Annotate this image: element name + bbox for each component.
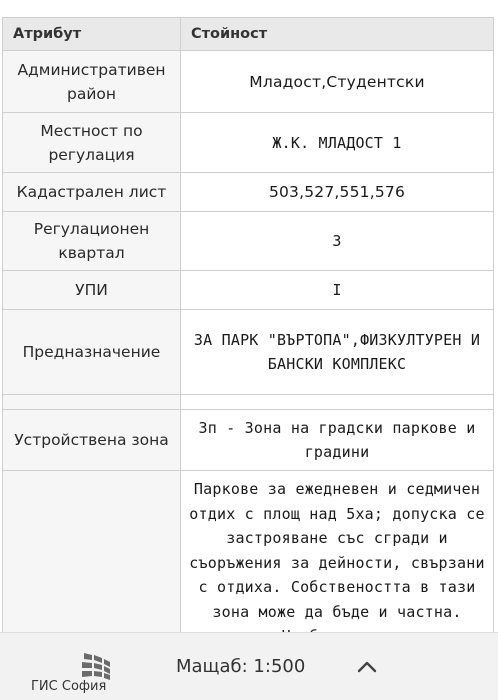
value-cell: Паркове за ежедневен и седмичен отдих с площ над 5ха; допуска се застрояване със сгради и съоръжения за дейности, свързани с отдиха. Собствеността в тази зона може да бъде и частна. — [181, 471, 494, 668]
scale-label: Мащаб: 1:500 — [176, 656, 306, 677]
attr-cell: Регулационен квартал — [3, 212, 181, 271]
header-attribute: Атрибут — [3, 18, 181, 51]
table-row-empty — [3, 395, 494, 410]
chevron-up-icon[interactable] — [356, 659, 378, 675]
table-row — [3, 310, 494, 395]
table-row — [3, 212, 494, 271]
attr-cell: Кадастрален лист — [3, 173, 181, 212]
value-cell — [181, 395, 494, 410]
value-cell: I — [181, 271, 494, 310]
attr-cell: Устройствена зона — [3, 410, 181, 471]
table-row — [3, 410, 494, 471]
value-cell: 503,527,551,576 — [181, 173, 494, 212]
value-cell: 3 — [181, 212, 494, 271]
attr-cell: УПИ — [3, 271, 181, 310]
attr-cell: Предназначение — [3, 310, 181, 395]
table-row — [3, 51, 494, 113]
attr-cell: Местност по регулация — [3, 113, 181, 173]
attr-cell — [3, 395, 181, 410]
table-header-row — [3, 18, 494, 51]
attributes-table — [2, 17, 494, 668]
attr-cell: Административен район — [3, 51, 181, 113]
logo-text: ГИС София — [31, 679, 107, 694]
value-cell: Младост,Студентски — [181, 51, 494, 113]
header-value: Стойност — [181, 18, 494, 51]
table-row — [3, 271, 494, 310]
table-row — [3, 113, 494, 173]
value-cell: Ж.К. МЛАДОСТ 1 — [181, 113, 494, 173]
value-cell: Зп - Зона на градски паркове и градини — [181, 410, 494, 471]
attributes-table-container — [2, 17, 494, 668]
table-row — [3, 173, 494, 212]
map-footer-bar — [0, 632, 498, 700]
value-cell: ЗА ПАРК "ВЪРТОПА",ФИЗКУЛТУРЕН И БАНСКИ КОМПЛЕКС — [181, 310, 494, 395]
